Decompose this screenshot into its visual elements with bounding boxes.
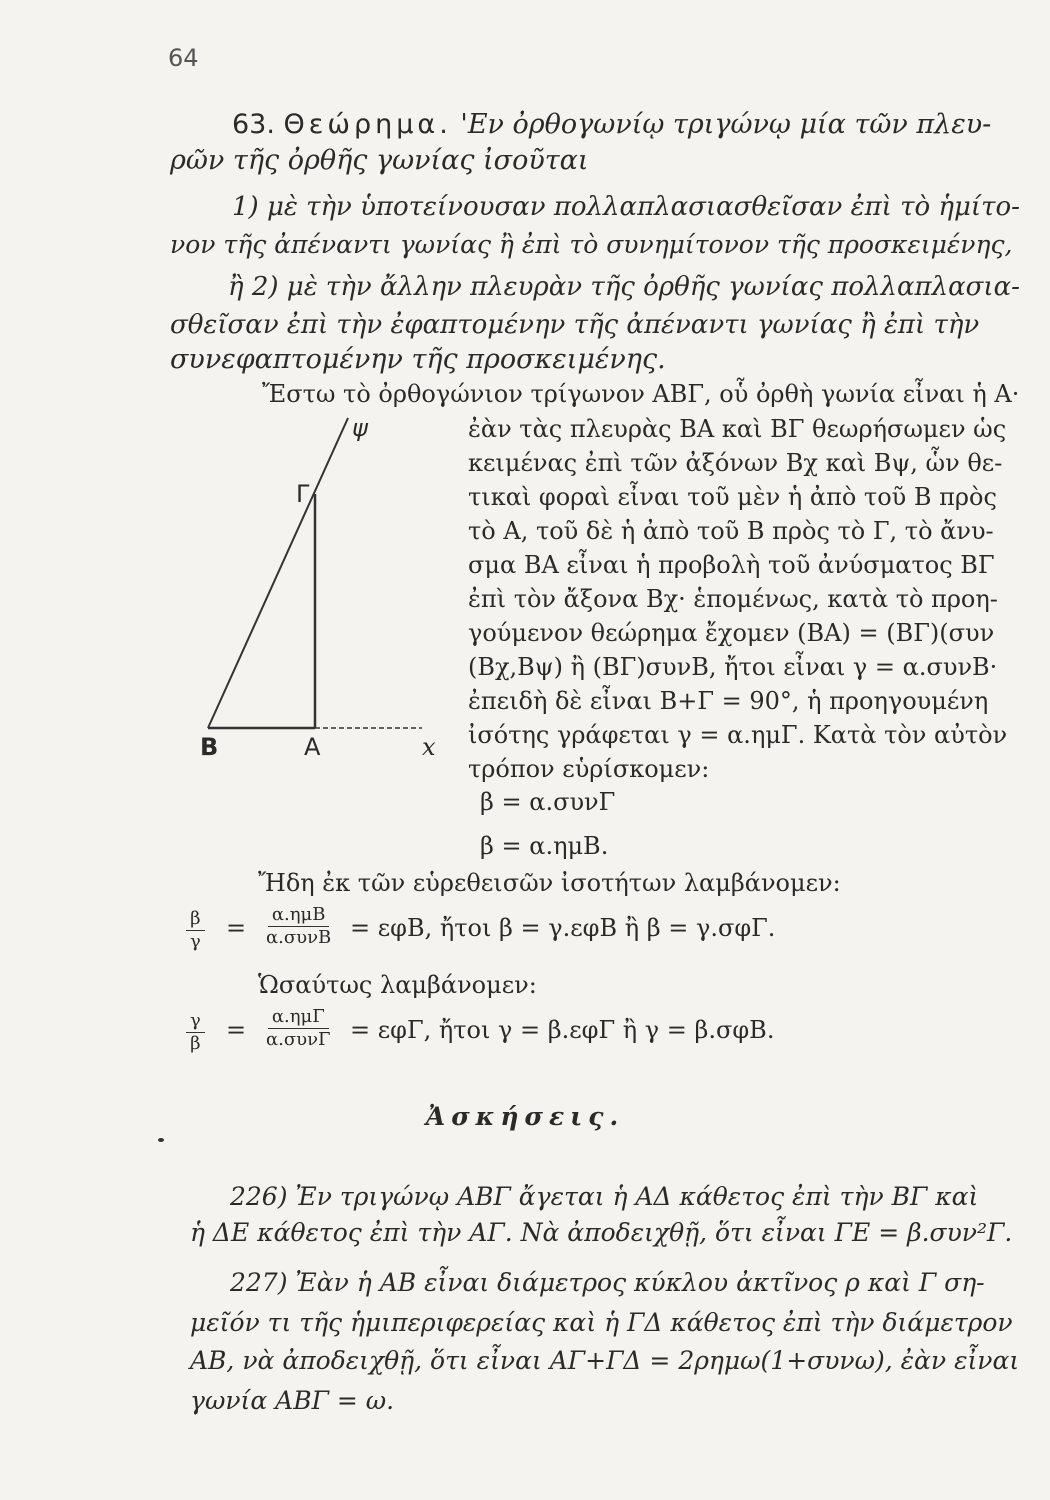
fraction-sin-cos-b: [262, 904, 335, 949]
proof-line: τικαὶ φοραὶ εἶναι τοῦ μὲν ἡ ἀπὸ τοῦ Β πρὸς: [468, 483, 997, 511]
fraction-numerator: γ: [186, 1010, 205, 1033]
theorem-line: συνεφαπτομένην τῆς προσκειμένης.: [170, 344, 666, 375]
proof-line: σμα ΒΑ εἶναι ἡ προβολὴ τοῦ ἀνύσματος ΒΓ: [468, 551, 995, 579]
theorem-line: 1) μὲ τὴν ὑποτείνουσαν πολλαπλασιασθεῖσαν ἐπὶ τὸ ἡμίτο-: [232, 192, 1020, 222]
exercise-line: ΑΒ, νὰ ἀποδειχθῇ, ὅτι εἶναι ΑΓ+ΓΔ = 2ρημω(1+συνω), ἐὰν εἶναι: [190, 1346, 1020, 1375]
exercise-line: μεῖόν τι τῆς ἡμιπεριφερείας καὶ ἡ ΓΔ κάθετος ἐπὶ τὴν διάμετρον: [190, 1308, 1013, 1337]
right-triangle-figure: [200, 410, 460, 760]
fraction-denominator: α.συνΒ: [266, 927, 332, 948]
fraction-numerator: α.ημΒ: [268, 904, 330, 927]
page-number: 64: [168, 44, 199, 72]
label-b: Β: [200, 733, 219, 761]
label-x: x: [422, 733, 436, 761]
theorem-line: νον τῆς ἀπέναντι γωνίας ἢ ἐπὶ τὸ συνημίτονον τῆς προσκειμένης,: [170, 230, 1013, 259]
fraction-denominator: α.συνΓ: [266, 1029, 331, 1050]
proof-line: κειμένας ἐπὶ τῶν ἀξόνων Βχ καὶ Βψ, ὧν θε-: [468, 449, 1003, 477]
formula-tan-b: = εφΒ, ἤτοι β = γ.εφΒ ἢ β = γ.σφΓ.: [350, 914, 776, 942]
theorem-line: ἢ 2) μὲ τὴν ἄλλην πλευρὰν τῆς ὀρθῆς γωνίας πολλαπλασια-: [228, 272, 1020, 302]
exercises-heading: Ἀσκήσεις.: [425, 1102, 625, 1131]
axis-b-psi: [208, 418, 348, 728]
label-a: Α: [304, 733, 321, 761]
label-gamma: Γ: [296, 480, 310, 508]
theorem-line: 'Εν ὀρθογωνίῳ τριγώνῳ μία τῶν πλευ-: [460, 109, 992, 140]
exercise-line: γωνία ΑΒΓ = ω.: [190, 1386, 395, 1415]
theorem-line: σθεῖσαν ἐπὶ τὴν ἐφαπτομένην τῆς ἀπέναντι γωνίας ἢ ἐπὶ τὴν: [170, 310, 980, 340]
equals-sign: =: [226, 914, 247, 942]
fraction-denominator: β: [190, 1033, 201, 1054]
fraction-sin-cos-g: [262, 1006, 335, 1051]
proof-line: ἐπὶ τὸν ἄξονα Βχ· ἑπομένως, κατὰ τὸ προη-: [468, 585, 998, 613]
proof-line: τὸ Α, τοῦ δὲ ἡ ἀπὸ τοῦ Β πρὸς τὸ Γ, τὸ ἄνυ-: [468, 517, 994, 545]
exercise-line: 226) Ἐν τριγώνῳ ΑΒΓ ἄγεται ἡ ΑΔ κάθετος ἐπὶ τὴν ΒΓ καὶ: [230, 1182, 979, 1211]
formula-beta-sin: β = α.ημΒ.: [480, 832, 609, 860]
formula-intro-1: Ἤδη ἐκ τῶν εὑρεθεισῶν ἰσοτήτων λαμβάνομεν:: [258, 869, 841, 897]
fraction-numerator: α.ημΓ: [268, 1006, 329, 1029]
ink-mark: [158, 1138, 164, 1142]
proof-line: γούμενον θεώρημα ἔχομεν (ΒΑ) = (ΒΓ)(συν: [468, 619, 995, 647]
fraction-numerator: β: [186, 908, 204, 931]
proof-line: ἐὰν τὰς πλευρὰς ΒΑ καὶ ΒΓ θεωρήσωμεν ὡς: [468, 415, 1007, 443]
theorem-number: 63.: [232, 109, 275, 140]
proof-line: τρόπον εὑρίσκομεν:: [468, 755, 710, 783]
proof-line: ἐπειδὴ δὲ εἶναι Β+Γ = 90°, ἡ προηγουμένη: [468, 687, 989, 715]
exercise-line: 227) Ἐὰν ἡ ΑΒ εἶναι διάμετρος κύκλου ἀκτῖνος ρ καὶ Γ ση-: [230, 1268, 985, 1297]
label-psi: ψ: [352, 414, 368, 442]
formula-intro-2: Ὡσαύτως λαμβάνομεν:: [258, 971, 537, 999]
fraction-denominator: γ: [190, 931, 201, 952]
proof-line: Ἔστω τὸ ὀρθογώνιον τρίγωνον ΑΒΓ, οὗ ὀρθὴ γωνία εἶναι ἡ Α·: [262, 380, 1020, 408]
fraction-beta-gamma: [186, 908, 205, 953]
equals-sign: =: [226, 1016, 247, 1044]
theorem-line: ρῶν τῆς ὀρθῆς γωνίας ἰσοῦται: [170, 145, 589, 176]
formula-beta-cos: β = α.συνΓ: [480, 788, 616, 816]
formula-tan-g: = εφΓ, ἤτοι γ = β.εφΓ ἢ γ = β.σφΒ.: [350, 1016, 775, 1044]
theorem-label: Θεώρημα.: [283, 109, 452, 140]
fraction-gamma-beta: [186, 1010, 205, 1055]
exercise-line: ἡ ΔΕ κάθετος ἐπὶ τὴν ΑΓ. Νὰ ἀποδειχθῇ, ὅτι εἶναι ΓΕ = β.συν²Γ.: [190, 1218, 1013, 1247]
proof-line: ἰσότης γράφεται γ = α.ημΓ. Κατὰ τὸν αὐτὸν: [468, 721, 1008, 749]
theorem-heading: [232, 108, 991, 142]
proof-line: (Βχ,Βψ) ἢ (ΒΓ)συνΒ, ἤτοι εἶναι γ = α.συνΒ·: [468, 653, 998, 681]
